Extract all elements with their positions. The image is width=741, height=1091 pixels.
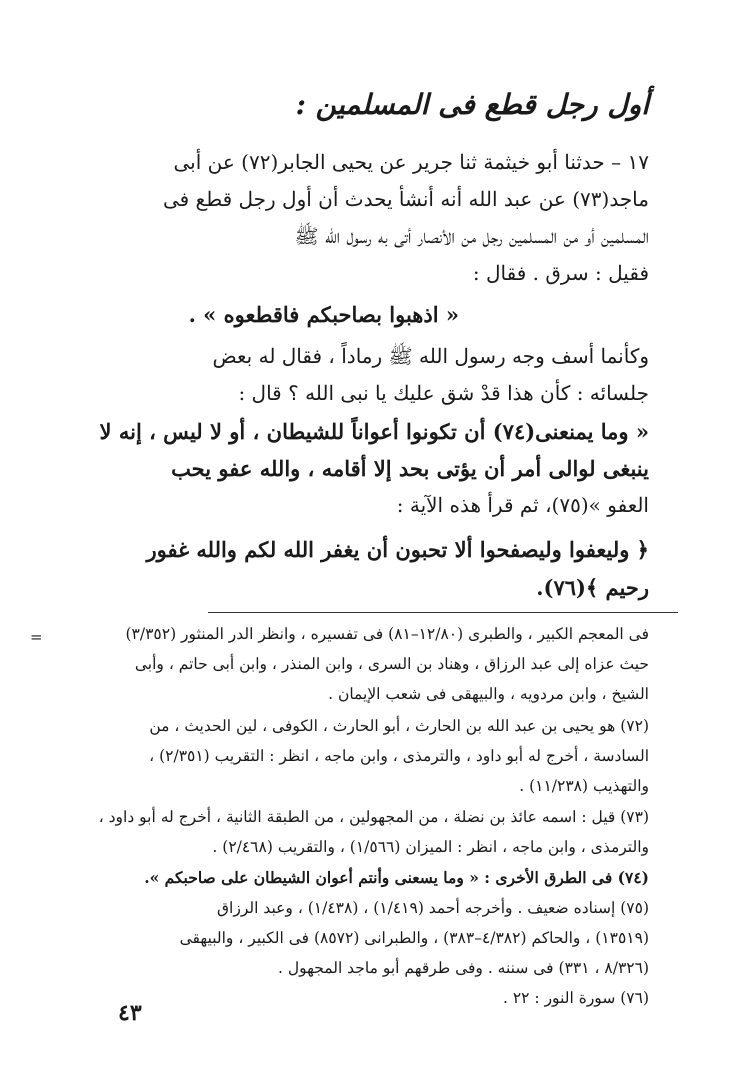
main-text-line: المسلمين أو من المسلمين رجل من الأنصار أتى به رسول الله ﷺ	[294, 224, 649, 248]
footnote-line: (١٣٥١٩) ، والحاكم (٤/٣٨٢–٣٨٣) ، والطبرانى (٨٥٧٢) فى الكبير ، والبيهقى	[179, 929, 649, 947]
footnote-separator	[208, 612, 678, 613]
main-text-line: ١٧ – حدثنا أبو خيثمة ثنا جرير عن يحيى الجابر(٧٢) عن أبى	[173, 150, 649, 174]
hadith-quote-line: ينبغى لوالى أمر أن يؤتى بحد إلا أقامه ، والله عفو يحب	[171, 456, 649, 481]
footnote-line: السادسة ، أخرج له أبو داود ، والترمذى ، وابن ماجه ، انظر : التقريب (٢/٣٥١) ،	[149, 747, 649, 765]
footnote-line: الشيخ ، وابن مردويه ، والبيهقى فى شعب الإيمان .	[328, 685, 649, 703]
footnote-line: (٧٦) سورة النور : ٢٢ .	[502, 989, 649, 1007]
footnote-line: (٧٥) إسناده ضعيف . وأخرجه أحمد (١/٤١٩) ، (١/٤٣٨) ، وعبد الرزاق	[217, 899, 649, 917]
section-heading: أول رجل قطع فى المسلمين :	[295, 88, 649, 121]
main-text-line: جلسائه : كأن هذا قدْ شق عليك يا نبى الله ؟ قال :	[238, 381, 649, 405]
footnote-continuation-mark: =	[30, 628, 43, 646]
hadith-quote-line: « وما يمنعنى(٧٤) أن تكونوا أعواناً للشيطان ، أو لا ليس ، إنه لا	[99, 419, 649, 444]
main-text-line: ماجد(٧٣) عن عبد الله أنه أنشأ يحدث أن أول رجل قطع فى	[162, 187, 649, 211]
footnote-line: فى المعجم الكبير ، والطبرى (١٢/٨٠–٨١) فى تفسيره ، وانظر الدر المنثور (٣/٣٥٢)	[125, 625, 649, 643]
main-text-line: فقيل : سرق . فقال :	[472, 261, 649, 285]
footnote-line: والترمذى ، وابن ماجه ، انظر : الميزان (١/٥٦٦) ، والتقريب (٢/٤٦٨) .	[212, 838, 649, 856]
page-number: ٤٣	[118, 1000, 142, 1026]
main-text-line: العفو »(٧٥)، ثم قرأ هذه الآية :	[396, 493, 649, 517]
footnote-line: (٨/٣٢٦ ، ٣٣١) فى سننه . وفى طرقهم أبو ماجد المجهول .	[277, 959, 649, 977]
footnote-line: حيث عزاه إلى عبد الرزاق ، وهناد بن السرى ، وابن المنذر ، وابن أبى حاتم ، وأبى	[134, 655, 649, 673]
quran-verse-line: ﴿ وليعفوا وليصفحوا ألا تحبون أن يغفر الله لكم والله غفور	[146, 537, 649, 562]
hadith-quote-line: « اذهبوا بصاحبكم فاقطعوه » .	[188, 302, 459, 327]
main-text-line: وكأنما أسف وجه رسول الله ﷺ رماداً ، فقال له بعض	[212, 344, 649, 368]
footnote-line: (٧٢) هو يحيى بن عبد الله بن الحارث ، أبو الحارث ، الكوفى ، لين الحديث ، من	[149, 717, 649, 735]
footnote-line: والتهذيب (١١/٢٣٨) .	[519, 777, 649, 795]
quran-verse-line: رحيم ﴾(٧٦).	[536, 575, 649, 600]
footnote-line: (٧٤) فى الطرق الأخرى : « وما يسعنى وأنتم أعوان الشيطان على صاحبكم ».	[144, 868, 649, 887]
footnote-line: (٧٣) قيل : اسمه عائذ بن نضلة ، من المجهولين ، من الطبقة الثانية ، أخرج له أبو داود ،	[98, 808, 649, 826]
